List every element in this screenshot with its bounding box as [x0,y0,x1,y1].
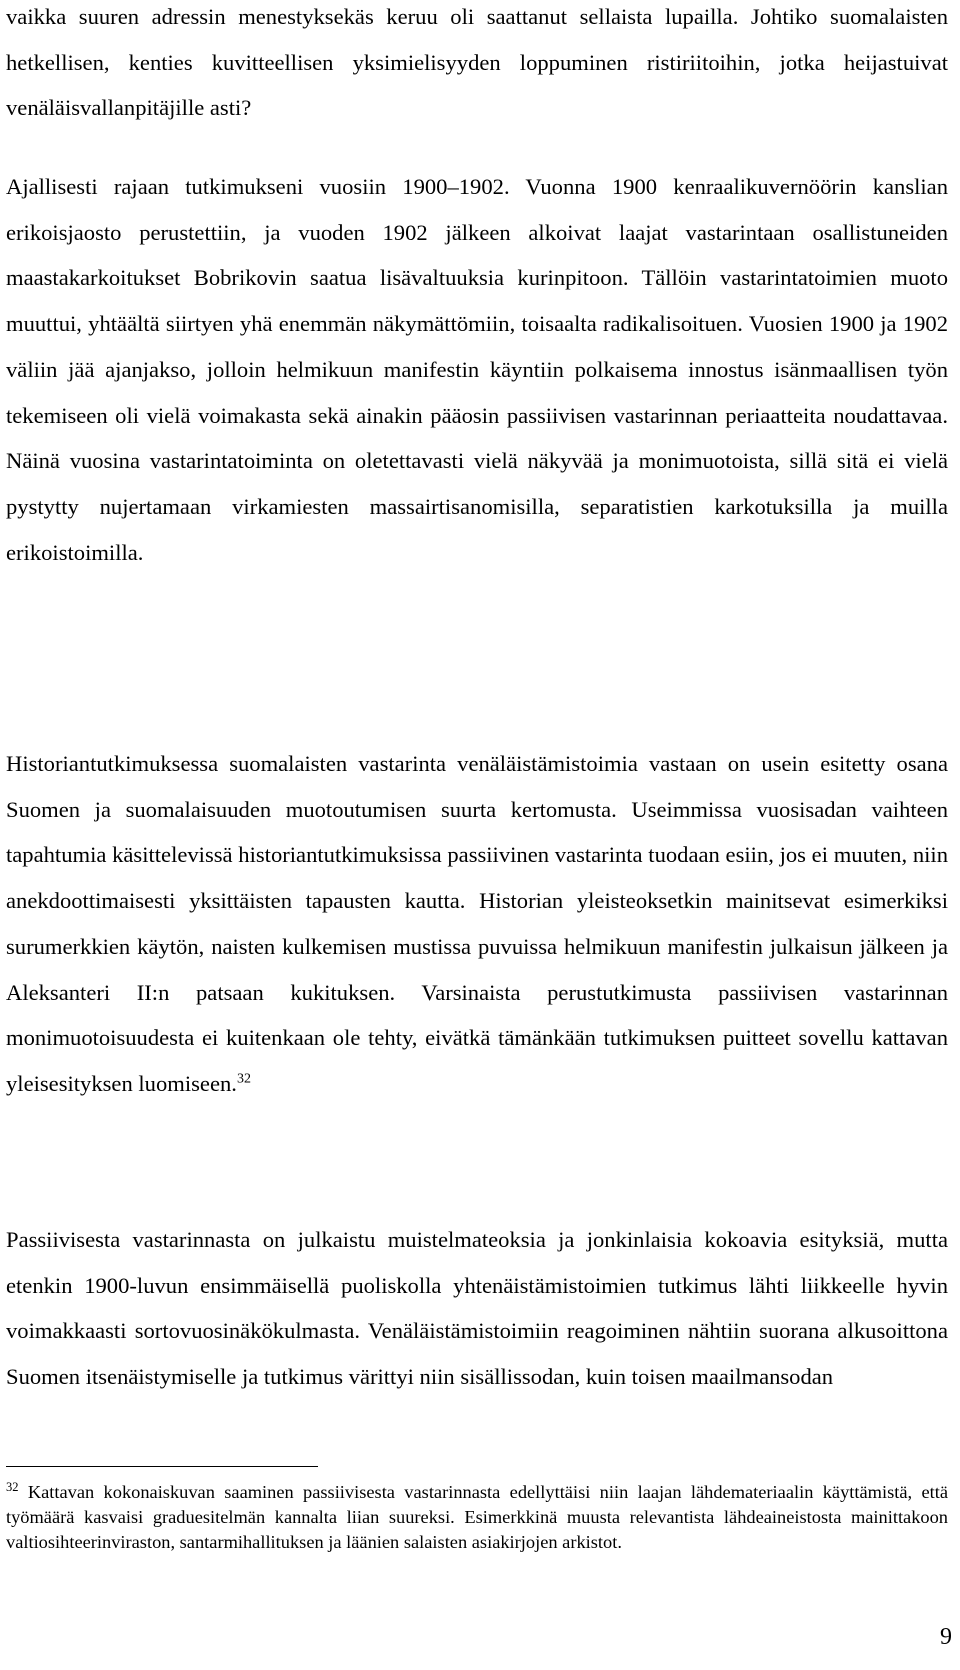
paragraph-3-text: Historiantutkimuksessa suomalaisten vastarinta venäläistämistoimia vastaan on usein esitetty osana Suomen ja suomalaisuuden muotoutumisen suurta kertomusta. Useimmissa vuosisadan vaihteen tapahtumia käsittelevissä historiantutkimuksissa passiivinen vastarinta tuodaan esiin, jos ei muuten, niin anekdoottimaisesti yksittäisten tapausten kautta. Historian yleisteoksetkin mainitsevat esimerkiksi surumerkkien käytön, naisten kulkemisen mustissa puvuissa helmikuun manifestin julkaisun jälkeen ja Aleksanteri II:n patsaan kukituksen. Varsinaista perustutkimusta passiivisen vastarinnan monimuotoisuudesta ei kuitenkaan ole tehty, eivätkä tämänkään tutkimuksen puitteet sovellu kattavan yleisesityksen luomiseen. [6,751,948,1096]
footnote [6,1480,948,1555]
footnote-divider [6,1466,318,1467]
footnote-reference[interactable]: 32 [236,1071,251,1087]
paragraph-2 [6,164,948,575]
footnote-text: Kattavan kokonaiskuvan saaminen passiivisesta vastarinnasta edellyttäisi niin laajan lähdemateriaalin käyttämistä, että työmäärä kasvaisi graduesitelmän kannalta liian suureksi. Esimerkkinä muusta relevantista lähdeaineistosta mainittakoon valtiosihteerinviraston, santarmihallituksen ja läänien salaisten asiakirjojen arkistot. [6,1482,948,1552]
paragraph-4-text: Passiivisesta vastarinnasta on julkaistu muistelmateoksia ja jonkinlaisia kokoavia esityksiä, mutta etenkin 1900-luvun ensimmäisellä puoliskolla yhtenäistämistoimien tutkimus lähti liikkeelle hyvin voimakkaasti sortovuosinäkökulmasta. Venäläistämistoimiin reagoiminen nähtiin suorana alkusoittona Suomen itsenäistymiselle ja tutkimus värittyi niin sisällissodan, kuin toisen maailmansodan [6,1227,948,1390]
page-number: 9 [940,1624,952,1650]
document-page [6,0,952,1670]
paragraph-1-text: vaikka suuren adressin menestyksekäs keruu oli saattanut sellaista lupailla. Johtiko suomalaisten hetkellisen, kenties kuvitteellisen yksimielisyyden loppuminen ristiriitoihin, jotka heijastuivat venäläisvallanpitäjille asti? [6,4,948,121]
footnote-mark: 32 [6,1479,19,1494]
paragraph-4 [6,1217,948,1400]
paragraph-1 [6,0,948,131]
paragraph-2-text: Ajallisesti rajaan tutkimukseni vuosiin 1900–1902. Vuonna 1900 kenraalikuvernöörin kanslian erikoisjaosto perustettiin, ja vuoden 1902 jälkeen alkoivat laajat vastarintaan osallistuneiden maastakarkoitukset Bobrikovin saatua lisävaltuuksia kurinpitoon. Tällöin vastarintatoimien muoto muuttui, yhtäältä siirtyen yhä enemmän näkymättömiin, toisaalta radikalisoituen. Vuosien 1900 ja 1902 väliin jää ajanjakso, jolloin helmikuun manifestin käyntiin polkaisema innostus isänmaallisen työn tekemiseen oli vielä voimakasta sekä ainakin pääosin passiivisen vastarinnan periaatteita noudattavaa. Näinä vuosina vastarintatoiminta on oletettavasti vielä näkyvää ja monimuotoista, sillä sitä ei vielä pystytty nujertamaan virkamiesten massairtisanomisilla, separatistien karkotuksilla ja muilla erikoistoimilla. [6,174,948,565]
paragraph-3 [6,741,948,1107]
